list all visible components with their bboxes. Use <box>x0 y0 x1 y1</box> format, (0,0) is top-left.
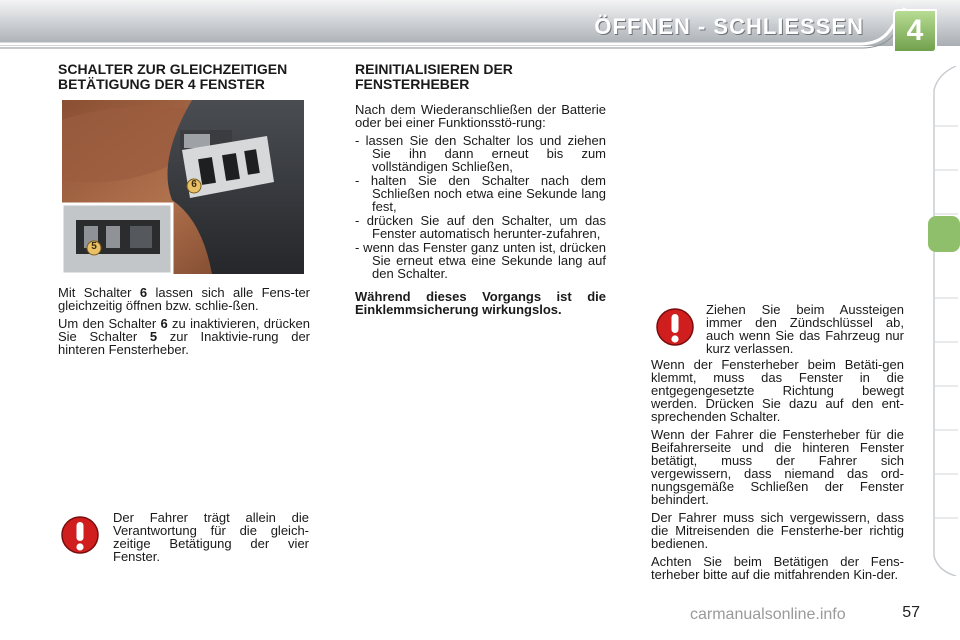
note-anti-pinch: Während dieses Vorgangs ist die Einklemmsicherung wirkungslos. <box>355 289 606 317</box>
switch-number: 6 <box>160 316 168 331</box>
section-heading-simultaneous-switch: SCHALTER ZUR GLEICHZEITIGEN BETÄTIGUNG DER 4 FENSTER <box>58 61 288 92</box>
warning-box-left <box>113 511 309 568</box>
switch-number: 5 <box>149 329 158 344</box>
paragraph-switch-5 <box>58 317 310 356</box>
text-fragment: Um den Schalter <box>58 316 161 331</box>
page-header <box>0 0 960 52</box>
text-fragment: zur Inaktivie-rung der hinteren Fensterheber. <box>58 329 310 357</box>
paragraph-intro: Nach dem Wiederanschließen der Batterie oder bei einer Funktionsstö-rung: <box>355 102 606 130</box>
paragraph-passengers: Der Fahrer muss sich vergewissern, dass die Mitreisenden die Fensterhe-ber richtig bedienen. <box>651 510 904 551</box>
paragraph-switch-6 <box>58 286 310 312</box>
chapter-number: 4 <box>906 14 924 47</box>
left-column <box>58 62 310 92</box>
text-fragment: zu inaktivieren, drücken Sie Schalter <box>58 316 311 344</box>
warning-text-driver-responsibility: Der Fahrer trägt allein die Verantwortung für die gleich-zeitige Betätigung der vier Fenster. <box>113 510 309 564</box>
list-item: - lassen Sie den Schalter los und ziehen Sie ihn dann erneut bis zum vollständigen Schließen, <box>355 133 606 174</box>
section-heading-reinitialize: REINITIALISIEREN DER FENSTERHEBER <box>355 61 513 92</box>
paragraph-children: Achten Sie beim Betätigen der Fens-terheber bitte auf die mitfahrenden Kin-der. <box>651 554 904 582</box>
text-fragment: lassen sich alle Fens-ter gleichzeitig öffnen bzw. schlie-ßen. <box>58 285 310 313</box>
switch-number: 6 <box>139 285 148 300</box>
page-title: ÖFFNEN - SCHLIESSEN <box>594 14 864 39</box>
warning-icon <box>655 306 695 348</box>
paragraph-jam: Wenn der Fensterheber beim Betäti-gen klemmt, muss das Fenster in die entgegengesetzte Richtung bewegt werden. Drücken Sie dazu auf den ent-sprechenden Schalter. <box>651 357 904 424</box>
list-item: - halten Sie den Schalter nach dem Schließen noch etwa eine Sekunde lang fest, <box>355 173 606 214</box>
warning-icon <box>60 514 100 556</box>
middle-column <box>355 62 606 321</box>
chapter-tabs <box>928 66 960 576</box>
watermark: carmanualsonline.info <box>690 606 846 623</box>
callout-5-label: 5 <box>91 241 97 252</box>
callout-6-label: 6 <box>191 179 197 190</box>
text-fragment: Mit Schalter <box>58 285 140 300</box>
warning-text-key: Ziehen Sie beim Aussteigen immer den Zündschlüssel ab, auch wenn Sie das Fahrzeug nur kurz verlassen. <box>706 302 904 356</box>
reinit-steps-list <box>355 134 606 280</box>
right-column <box>651 358 904 586</box>
window-switch-photo <box>62 100 304 274</box>
paragraph-driver-check: Wenn der Fahrer die Fensterheber für die Beifahrerseite und die hinteren Fenster betätigt, muss der Fahrer sich vergewissern, dass niemand das ord-nungsgemäße Schließen der Fenster behindert. <box>651 427 904 507</box>
left-body <box>58 286 310 361</box>
list-item: - drücken Sie auf den Schalter, um das Fenster automatisch herunter-zufahren, <box>355 213 606 241</box>
page-number: 57 <box>902 604 920 621</box>
warning-box-right <box>706 303 904 360</box>
list-item: - wenn das Fenster ganz unten ist, drücken Sie erneut etwa eine Sekunde lang auf den Schalter. <box>355 240 606 281</box>
